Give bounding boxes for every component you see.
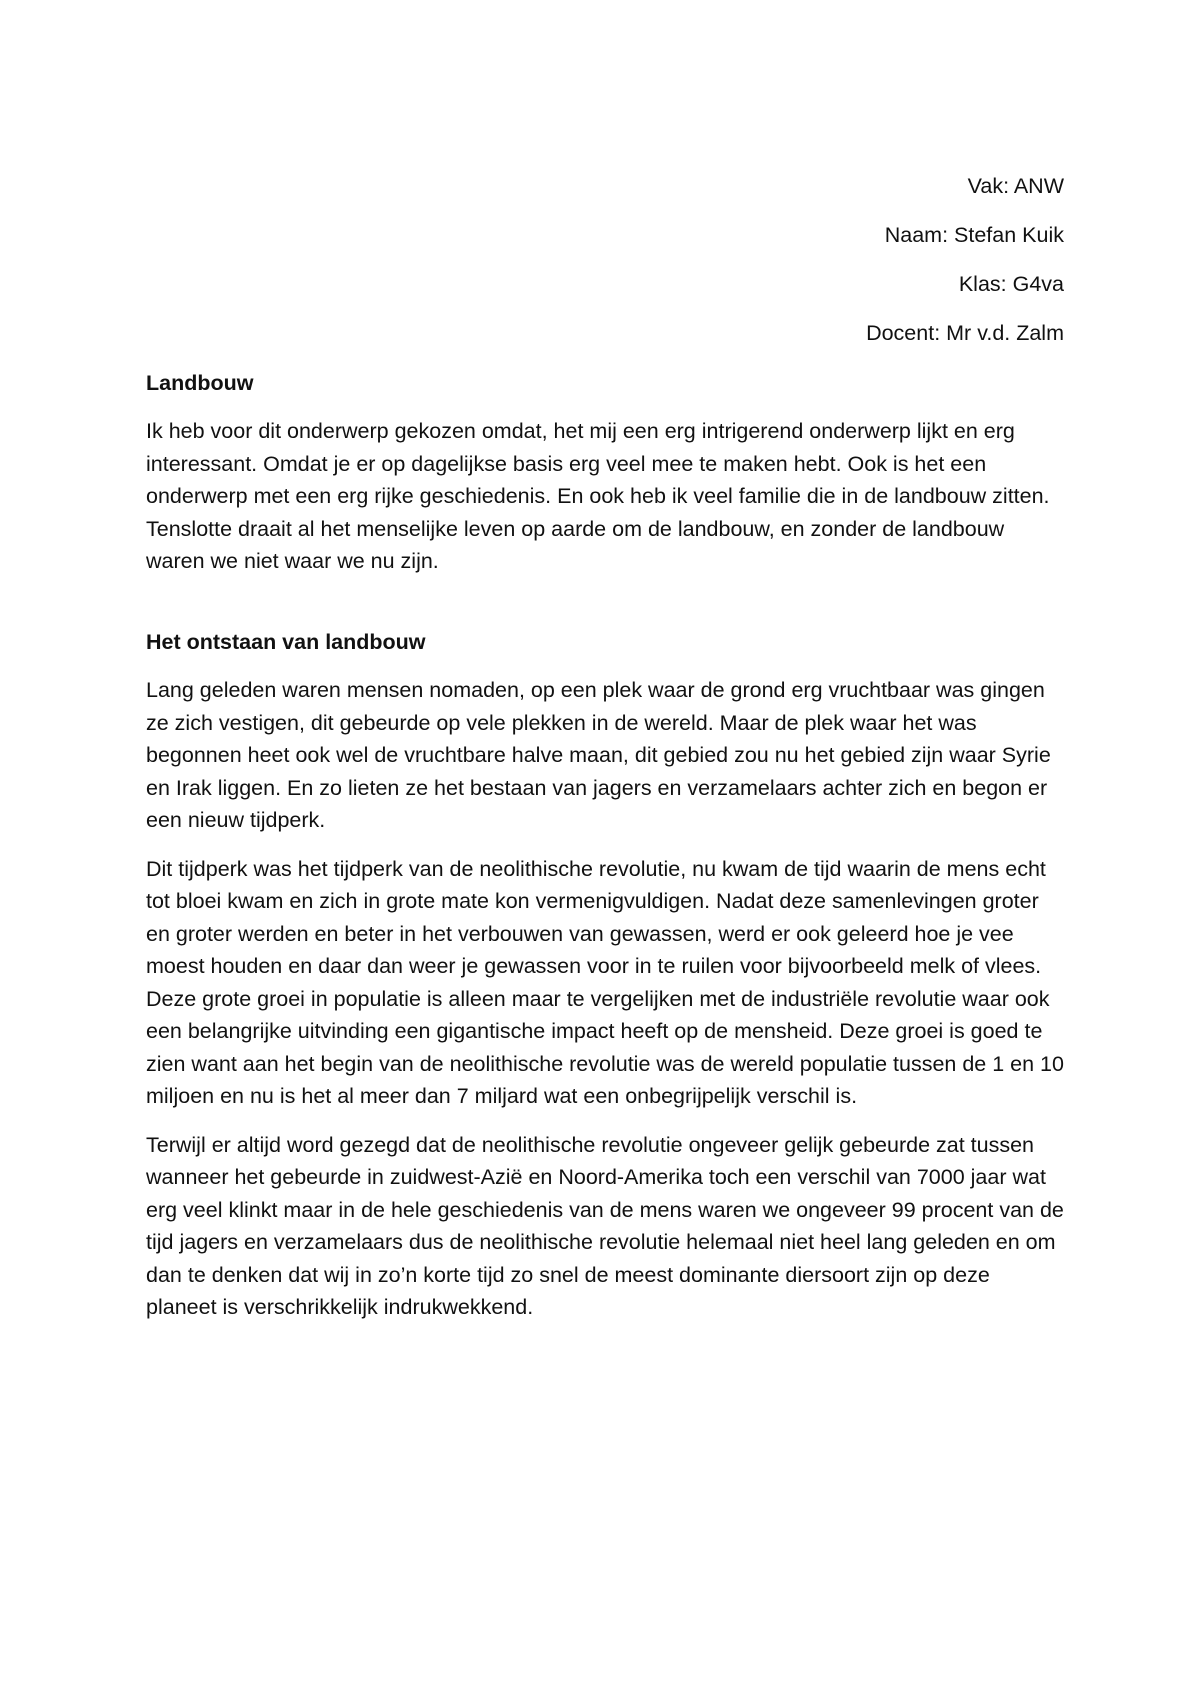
document-body: [146, 170, 1064, 1324]
name-line: Naam: Stefan Kuik: [884, 223, 1064, 247]
section-paragraph-3: Terwijl er altijd word gezegd dat de neolithische revolutie ongeveer gelijk gebeurde zat tussen wanneer het gebeurde in zuidwest-Azië en Noord-Amerika toch een verschil van 7000 jaar wat erg veel klinkt maar in de hele geschiedenis van de mens waren we ongeveer 99 procent van de tijd jagers en verzamelaars dus de neolithische revolutie helemaal niet heel lang geleden en om dan te denken dat wij in zo’n korte tijd zo snel de meest dominante diersoort zijn op deze planeet is verschrikkelijk indrukwekkend.: [146, 1132, 1064, 1319]
subject-line: Vak: ANW: [967, 174, 1064, 198]
header-block: [146, 170, 1064, 350]
section-heading: Het ontstaan van landbouw: [146, 629, 426, 654]
section-paragraph-1: Lang geleden waren mensen nomaden, op een plek waar de grond erg vruchtbaar was gingen ze zich vestigen, dit gebeurde op vele plekken in de wereld. Maar de plek waar het was begonnen heet ook wel de vruchtbare halve maan, dit gebied zou nu het gebied zijn waar Syrie en Irak liggen. En zo lieten ze het bestaan van jagers en verzamelaars achter zich en begon er een nieuw tijdperk.: [146, 678, 1051, 832]
document-title: Landbouw: [146, 370, 254, 395]
section-paragraph-2: Dit tijdperk was het tijdperk van de neolithische revolutie, nu kwam de tijd waarin de mens echt tot bloei kwam en zich in grote mate kon vermenigvuldigen. Nadat deze samenlevingen groter en groter werden en beter in het verbouwen van gewassen, werd er ook geleerd hoe je vee moest houden en daar dan weer je gewassen voor in te ruilen voor bijvoorbeeld melk of vlees. Deze grote groei in populatie is alleen maar te vergelijken met de industriële revolutie waar ook een belangrijke uitvinding een gigantische impact heeft op de mensheid. Deze groei is goed te zien want aan het begin van de neolithische revolutie was de wereld populatie tussen de 1 en 10 miljoen en nu is het al meer dan 7 miljard wat een onbegrijpelijk verschil is.: [146, 856, 1064, 1108]
class-line: Klas: G4va: [958, 272, 1064, 296]
intro-paragraph: Ik heb voor dit onderwerp gekozen omdat, het mij een erg intrigerend onderwerp lijkt en erg interessant. Omdat je er op dagelijkse basis erg veel mee te maken hebt. Ook is het een onderwerp met een erg rijke geschiedenis. En ook heb ik veel familie die in de landbouw zitten. Tenslotte draait al het menselijke leven op aarde om de landbouw, en zonder de landbouw waren we niet waar we nu zijn.: [146, 419, 1050, 573]
teacher-line: Docent: Mr v.d. Zalm: [866, 321, 1064, 345]
